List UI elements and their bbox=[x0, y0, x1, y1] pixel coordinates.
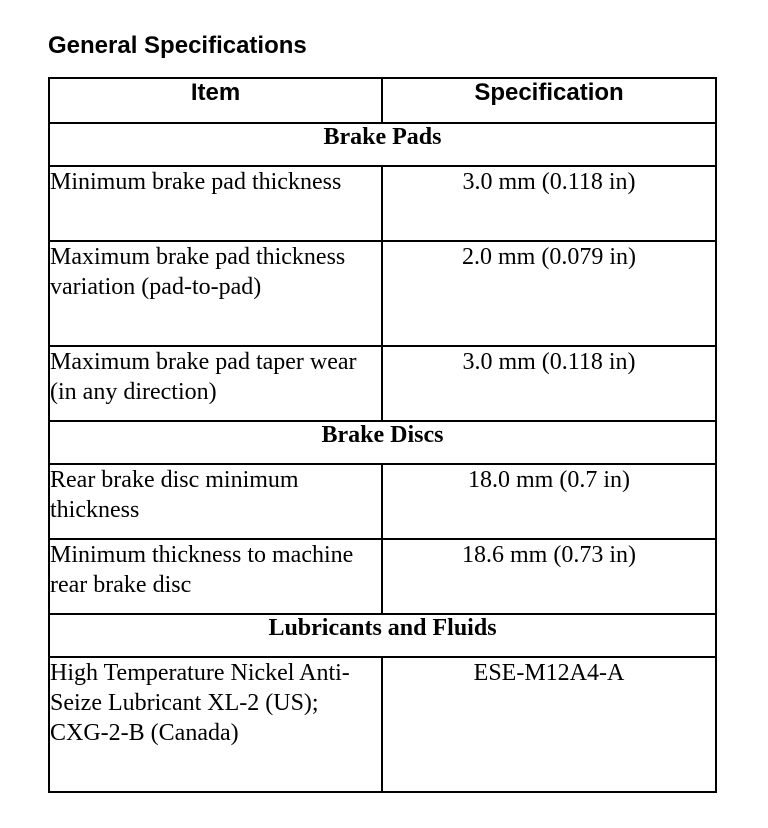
item-cell: Rear brake disc minimum thickness bbox=[49, 464, 382, 539]
section-row-lubricants-and-fluids bbox=[49, 614, 716, 657]
item-cell: Minimum brake pad thickness bbox=[49, 166, 382, 241]
column-header-item: Item bbox=[49, 78, 382, 123]
section-row-brake-discs bbox=[49, 421, 716, 464]
item-cell: Maximum brake pad thickness variation (pad-to-pad) bbox=[49, 241, 382, 346]
section-title: Lubricants and Fluids bbox=[49, 614, 716, 657]
item-cell: Minimum thickness to machine rear brake disc bbox=[49, 539, 382, 614]
section-row-brake-pads bbox=[49, 123, 716, 166]
spec-cell: ESE-M12A4-A bbox=[382, 657, 716, 792]
table-row bbox=[49, 539, 716, 614]
spec-cell: 18.0 mm (0.7 in) bbox=[382, 464, 716, 539]
spec-cell: 3.0 mm (0.118 in) bbox=[382, 346, 716, 421]
column-header-specification: Specification bbox=[382, 78, 716, 123]
table-row bbox=[49, 657, 716, 792]
spec-cell: 2.0 mm (0.079 in) bbox=[382, 241, 716, 346]
spec-cell: 18.6 mm (0.73 in) bbox=[382, 539, 716, 614]
table-row bbox=[49, 464, 716, 539]
table-header-row bbox=[49, 78, 716, 123]
table-row bbox=[49, 241, 716, 346]
table-row bbox=[49, 346, 716, 421]
item-cell: Maximum brake pad taper wear (in any direction) bbox=[49, 346, 382, 421]
page-title: General Specifications bbox=[48, 32, 307, 59]
spec-cell: 3.0 mm (0.118 in) bbox=[382, 166, 716, 241]
table-row bbox=[49, 166, 716, 241]
section-title: Brake Discs bbox=[49, 421, 716, 464]
section-title: Brake Pads bbox=[49, 123, 716, 166]
specifications-table bbox=[48, 77, 717, 793]
item-cell: High Temperature Nickel Anti-Seize Lubricant XL-2 (US); CXG-2-B (Canada) bbox=[49, 657, 382, 792]
